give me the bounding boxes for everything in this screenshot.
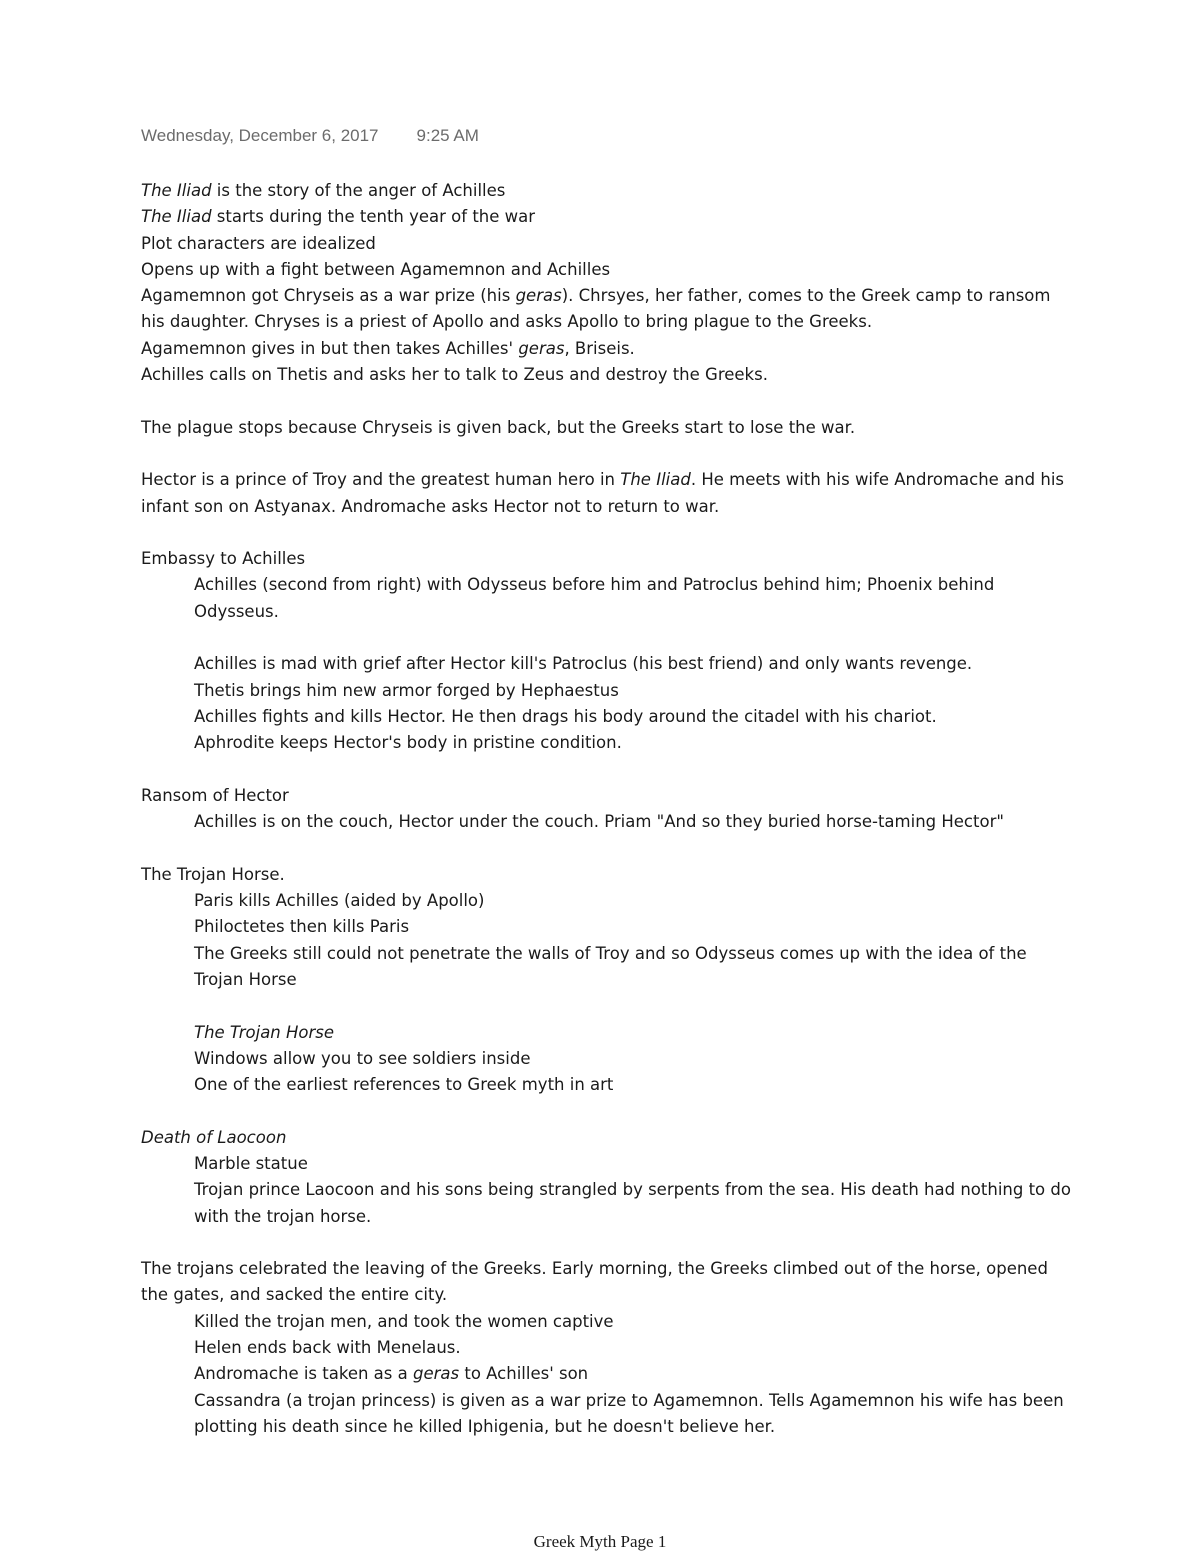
text-line: Achilles is on the couch, Hector under the couch. Priam "And so they buried horse-taming Hector" bbox=[194, 812, 1004, 832]
text-line: Thetis brings him new armor forged by Hephaestus bbox=[194, 680, 619, 700]
text-line: Achilles is mad with grief after Hector kill's Patroclus (his best friend) and only wants revenge. bbox=[194, 654, 973, 674]
note-time: 9:25 AM bbox=[416, 126, 479, 145]
text-line: The plague stops because Chryseis is given back, but the Greeks start to lose the war. bbox=[141, 417, 856, 437]
text-line: Aphrodite keeps Hector's body in pristine condition. bbox=[194, 733, 622, 753]
text-line: Andromache is taken as a geras to Achilles' son bbox=[194, 1364, 589, 1384]
note-date: Wednesday, December 6, 2017 bbox=[141, 126, 379, 145]
text-line: Killed the trojan men, and took the women captive bbox=[194, 1311, 614, 1331]
text-line: Agamemnon gives in but then takes Achilles' geras, Briseis. bbox=[141, 338, 635, 358]
section-heading: Death of Laocoon bbox=[141, 1127, 287, 1147]
section-heading: Embassy to Achilles bbox=[141, 549, 306, 569]
text-line: Cassandra (a trojan princess) is given as a war prize to Agamemnon. Tells Agamemnon his wife has been plotting his death since he killed Iphigenia, but he doesn't believe her. bbox=[194, 1390, 1064, 1436]
note-metadata bbox=[141, 126, 479, 146]
text-line: Trojan prince Laocoon and his sons being strangled by serpents from the sea. His death had nothing to do with the trojan horse. bbox=[194, 1180, 1071, 1226]
text-line: Windows allow you to see soldiers inside bbox=[194, 1048, 531, 1068]
note-body bbox=[141, 178, 1071, 1440]
text-line: The Trojan Horse bbox=[194, 1022, 335, 1042]
page-footer: Greek Myth Page 1 bbox=[533, 1532, 667, 1551]
text-line: The trojans celebrated the leaving of the Greeks. Early morning, the Greeks climbed out of the horse, opened the gates, and sacked the entire city. bbox=[141, 1259, 1048, 1305]
section-heading: The Trojan Horse. bbox=[141, 864, 285, 884]
text-line: Marble statue bbox=[194, 1153, 308, 1173]
text-line: The Iliad is the story of the anger of Achilles bbox=[141, 181, 506, 200]
text-line: The Greeks still could not penetrate the walls of Troy and so Odysseus comes up with the idea of the Trojan Horse bbox=[194, 943, 1027, 989]
text-line: Agamemnon got Chryseis as a war prize (his geras). Chrsyes, her father, comes to the Greek camp to ransom his daughter. Chryses is a priest of Apollo and asks Apollo to bring plague to the Greeks. bbox=[141, 286, 1051, 332]
text-line: Opens up with a fight between Agamemnon and Achilles bbox=[141, 259, 611, 279]
text-line: Achilles fights and kills Hector. He then drags his body around the citadel with his chariot. bbox=[194, 706, 937, 726]
text-line: Paris kills Achilles (aided by Apollo) bbox=[194, 891, 485, 911]
text-line: The Iliad starts during the tenth year of the war bbox=[141, 207, 536, 227]
text-line: Hector is a prince of Troy and the greatest human hero in The Iliad. He meets with his wife Andromache and his infant son on Astyanax. Andromache asks Hector not to return to war. bbox=[141, 470, 1064, 516]
text-line: Achilles calls on Thetis and asks her to talk to Zeus and destroy the Greeks. bbox=[141, 365, 768, 385]
text-line: Philoctetes then kills Paris bbox=[194, 917, 410, 937]
text-line: Plot characters are idealized bbox=[141, 233, 376, 253]
text-line: Helen ends back with Menelaus. bbox=[194, 1338, 461, 1358]
text-line: Achilles (second from right) with Odysseus before him and Patroclus behind him; Phoenix behind Odysseus. bbox=[194, 575, 995, 621]
section-heading: Ransom of Hector bbox=[141, 785, 289, 805]
text-line: One of the earliest references to Greek myth in art bbox=[194, 1075, 614, 1095]
